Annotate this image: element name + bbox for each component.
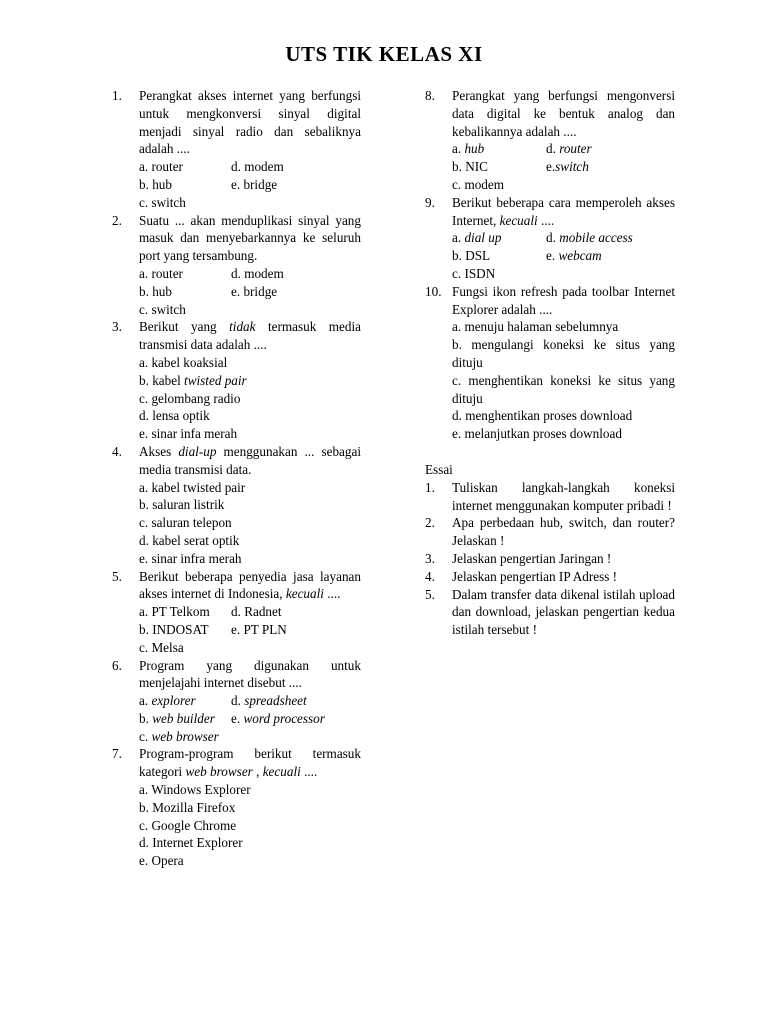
stem-text: Suatu ... akan menduplikasi sinyal yang masuk dan menyebarkannya ke: [139, 212, 361, 246]
stem-text: ....: [327, 586, 341, 602]
question-stem: [139, 568, 361, 604]
stem-text: Berikut yang: [139, 319, 217, 335]
option-emphasis: mobile access: [559, 230, 633, 246]
question-stem: [139, 212, 361, 265]
option-letter: a.: [452, 141, 462, 157]
option-a: a. kabel twisted pair: [139, 479, 246, 495]
question-number: 6.: [112, 657, 122, 673]
option-emphasis: web browser: [151, 728, 219, 744]
option-c: c. switch: [139, 194, 186, 210]
question-number: 9.: [425, 194, 435, 210]
stem-text: menjelajahi internet disebut ....: [139, 675, 302, 691]
essay-heading: Essai: [425, 461, 453, 477]
option-emphasis: hub: [464, 141, 485, 157]
option-a: [452, 229, 546, 247]
stem-emphasis: web browser: [185, 764, 253, 780]
option-e: [231, 710, 325, 728]
question-7: [112, 745, 361, 870]
essay-number: 4.: [425, 568, 435, 584]
essay-line: router? Jelaskan !: [452, 515, 676, 549]
option-d: [231, 692, 307, 710]
option-a: [452, 140, 546, 158]
option-b: [139, 372, 361, 390]
question-6: [112, 657, 361, 746]
question-number: 10.: [425, 283, 442, 299]
essay-text: Jelaskan pengertian IP Adress !: [452, 568, 618, 584]
question-stem: [139, 87, 361, 158]
question-1: [112, 87, 361, 212]
stem-text: menggunakan ...: [223, 443, 315, 459]
option-c: c. saluran telepon: [139, 515, 232, 531]
option-c: c. modem: [452, 176, 505, 192]
option-e: e. sinar infa merah: [139, 426, 238, 442]
stem-text: Program yang digunakan untuk: [139, 657, 361, 673]
option-a: a. router: [139, 159, 183, 175]
option-a: a. menuju halaman sebelumnya: [452, 319, 619, 335]
question-stem: [452, 283, 675, 319]
option-b: b. hub: [139, 283, 172, 299]
essay-text: Jelaskan pengertian Jaringan !: [452, 550, 612, 566]
option-emphasis: twisted pair: [184, 372, 247, 388]
stem-text: ....: [304, 764, 318, 780]
option-emphasis: switch: [555, 159, 589, 175]
option-emphasis: dial up: [464, 230, 502, 246]
stem-text: Perangkat yang berfungsi mengonversi data digital ke bentuk: [452, 88, 675, 121]
option-emphasis: explorer: [151, 693, 196, 709]
option-d: d. Radnet: [231, 604, 282, 620]
option-c: c. switch: [139, 301, 186, 317]
option-e: e. bridge: [231, 283, 278, 299]
stem-text: Berikut beberapa penyedia jasa layanan akses internet di Indonesia,: [139, 568, 361, 602]
stem-emphasis: dial-up: [178, 443, 217, 459]
option-text: b. kabel: [139, 372, 181, 388]
stem-text: Akses: [139, 443, 172, 459]
option-b: b. NIC: [452, 159, 488, 175]
option-e: e. melanjutkan proses download: [452, 426, 622, 442]
option-a: a. router: [139, 265, 183, 281]
essay-number: 5.: [425, 586, 435, 602]
question-stem: [139, 318, 361, 354]
option-letter: e.: [231, 710, 241, 726]
question-5: [112, 568, 361, 657]
right-column: [425, 87, 675, 639]
stem-text: sebagai media transmisi data.: [139, 443, 362, 477]
option-emphasis: webcam: [558, 248, 602, 264]
option-letter: a.: [139, 693, 149, 709]
stem-text: kategori: [139, 764, 183, 780]
option-letter: b.: [139, 710, 149, 726]
page-title: UTS TIK KELAS XI: [285, 42, 483, 66]
question-number: 2.: [112, 212, 122, 228]
question-stem: [139, 745, 361, 781]
option-d: [546, 140, 592, 158]
stem-text: analog dan kebalikannya adalah ....: [452, 105, 676, 139]
essay-line: Dalam transfer data dikenal istilah upload dan download, jelaskan: [452, 586, 675, 620]
option-b: b. mengulangi koneksi ke situs yang dituju: [452, 337, 675, 370]
stem-emphasis: kecuali: [499, 212, 538, 228]
stem-text: sebaliknya adalah ....: [139, 123, 361, 157]
stem-text: ,: [256, 764, 260, 780]
question-stem: [139, 657, 361, 693]
option-e: e. sinar infra merah: [139, 550, 242, 566]
option-b: b. INDOSAT: [139, 621, 209, 637]
option-emphasis: spreadsheet: [244, 693, 307, 709]
option-d: d. kabel serat optik: [139, 532, 240, 548]
stem-text: Program-program berikut termasuk: [139, 746, 361, 762]
option-emphasis: router: [559, 141, 592, 157]
essay-text: [452, 586, 675, 639]
essay-text: [452, 514, 675, 550]
option-letter: a.: [452, 230, 462, 246]
essay-line: Apa perbedaan hub, switch, dan: [452, 515, 632, 531]
option-c: c. menghentikan koneksi ke situs yang dituju: [452, 372, 675, 406]
stem-text: Fungsi ikon refresh pada toolbar: [452, 283, 630, 299]
essay-number: 1.: [425, 479, 435, 495]
question-stem: [139, 443, 361, 479]
question-4: [112, 443, 361, 568]
question-number: 8.: [425, 88, 435, 103]
option-emphasis: word processor: [243, 710, 325, 726]
stem-emphasis: kecuali: [262, 764, 301, 780]
option-a: a. Windows Explorer: [139, 782, 251, 798]
option-b: [139, 710, 231, 728]
essay-text: [452, 479, 675, 515]
option-c: [139, 728, 361, 746]
essay-line: Tuliskan langkah-langkah koneksi internet menggunakan komputer: [452, 479, 675, 513]
question-number: 5.: [112, 568, 122, 584]
option-d: d. Internet Explorer: [139, 835, 243, 851]
option-letter: e.: [546, 248, 556, 264]
question-stem: [452, 87, 675, 140]
option-b: b. Mozilla Firefox: [139, 799, 236, 815]
option-letter: e.: [546, 159, 556, 175]
stem-text: transmisi data adalah ....: [139, 337, 267, 353]
option-c: c. gelombang radio: [139, 390, 241, 406]
question-9: [425, 194, 675, 283]
essay-item-1: [425, 479, 675, 515]
stem-text: akses Internet,: [452, 194, 675, 228]
option-e: e. bridge: [231, 176, 278, 192]
essay-line: pribadi !: [626, 497, 672, 513]
left-column: [112, 87, 361, 870]
option-a: [139, 692, 231, 710]
option-a: a. kabel koaksial: [139, 354, 228, 370]
option-b: b. hub: [139, 176, 172, 192]
essay-item-4: [425, 568, 675, 586]
stem-text: Internet Explorer adalah ....: [452, 283, 676, 317]
essay-number: 2.: [425, 515, 435, 531]
option-e: [546, 247, 602, 265]
option-e: [546, 158, 589, 176]
essay-number: 3.: [425, 550, 435, 566]
option-letter: c.: [139, 728, 149, 744]
question-number: 4.: [112, 443, 122, 459]
essay-item-5: [425, 586, 675, 639]
option-e: e. PT PLN: [231, 621, 287, 637]
question-number: 7.: [112, 746, 122, 762]
option-d: d. menghentikan proses download: [452, 408, 633, 424]
stem-text: seluruh port yang tersambung.: [139, 230, 361, 264]
question-stem: [452, 194, 675, 230]
question-8: [425, 87, 675, 194]
option-d: d. modem: [231, 265, 284, 281]
essay-line: pengertian kedua istilah tersebut !: [452, 604, 675, 638]
option-letter: d.: [546, 141, 556, 157]
stem-emphasis: tidak: [229, 319, 256, 335]
essay-item-3: [425, 550, 675, 568]
question-number: 3.: [112, 319, 122, 335]
stem-text: termasuk media: [267, 319, 361, 335]
question-2: [112, 212, 361, 319]
question-number: 1.: [112, 88, 122, 103]
essay-item-2: [425, 514, 675, 550]
option-b: b. saluran listrik: [139, 497, 225, 513]
stem-emphasis: kecuali: [285, 586, 324, 602]
option-c: c. ISDN: [452, 265, 496, 281]
option-emphasis: web builder: [152, 710, 215, 726]
option-d: d. modem: [231, 159, 284, 175]
option-a: a. PT Telkom: [139, 604, 210, 620]
option-c: c. Melsa: [139, 639, 184, 655]
stem-text: ....: [540, 212, 555, 228]
option-letter: d.: [231, 693, 241, 709]
stem-text: Berikut beberapa cara memperoleh: [452, 194, 642, 210]
question-3: [112, 318, 361, 443]
option-b: b. DSL: [452, 248, 491, 264]
option-letter: d.: [546, 230, 556, 246]
option-c: c. Google Chrome: [139, 817, 237, 833]
question-10: [425, 283, 675, 443]
stem-text: Perangkat akses internet yang berfungsi untuk mengkonversi sinyal digital menjadi sinyal radio dan: [139, 88, 361, 139]
option-e: e. Opera: [139, 853, 184, 869]
option-d: d. lensa optik: [139, 408, 210, 424]
option-d: [546, 229, 633, 247]
